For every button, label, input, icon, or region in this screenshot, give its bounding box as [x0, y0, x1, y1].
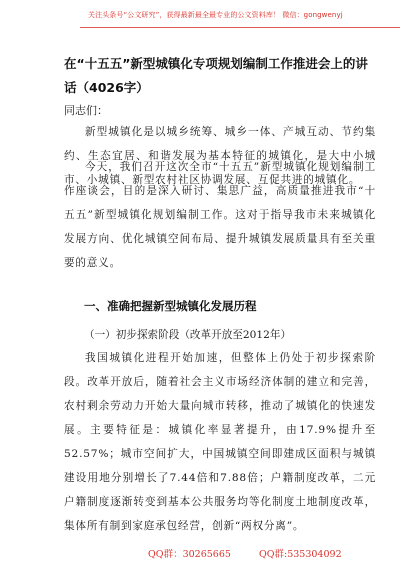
- intro-paragraph-1: 新型城镇化是以城乡统筹、城乡一体、产城互动、节约集约、生态宜居、和谐发展为基本特征的城镇化，是大中小城市、小城镇、新型农村社区协调发展、互促共进的城镇化。: [64, 126, 376, 186]
- document-title: 在“十五五”新型城镇化专项规划编制工作推进会上的讲话（4026字）: [64, 56, 368, 95]
- subsection-heading-1: （一）初步探索阶段（改革开放至2012年）: [84, 329, 292, 341]
- subsection-paragraph-1: 我国城镇化进程开始加速，但整体上仍处于初步探索阶段。改革开放后，随着社会主义市场经济体制的建立和完善，农村剩余劳动力开始大量向城市转移，推动了城镇化的快速发展。主要特征是：城镇化率显著提升，由17.9%提升至52.57%；城市空间扩大，中国城镇空间即建成区面积与城镇建设用地分别增长了7.44倍和7.88倍；户籍制度改革，二元户籍制度逐渐转变到基本公共服务均等化制度土地制度改革，集体所有制到家庭承包经营，创新“两权分离”。: [64, 352, 376, 532]
- section-heading-1: 一、准确把握新型城镇化发展历程: [84, 299, 257, 313]
- qq-group-1: QQ群：30265665: [148, 549, 231, 560]
- footer-contacts: [148, 546, 370, 560]
- header-promo-note: 关注头条号“公文研究”，获得最新最全最专业的公文资料库！ 微信：gongwenyj: [88, 11, 343, 19]
- salutation: 同志们：: [64, 104, 108, 117]
- qq-group-2: QQ群:535304092: [258, 549, 342, 560]
- intro-paragraph-2: 今天，我们召开这次全市“十五五”新型城镇化规划编制工作座谈会，目的是深入研讨、集思广益，高质量推进我市“十五五”新型城镇化规划编制工作。这对于指导我市未来城镇化发展方向、优化城镇空间布局、提升城镇发展质量具有至关重要的意义。: [64, 161, 376, 269]
- header-divider: [80, 27, 400, 28]
